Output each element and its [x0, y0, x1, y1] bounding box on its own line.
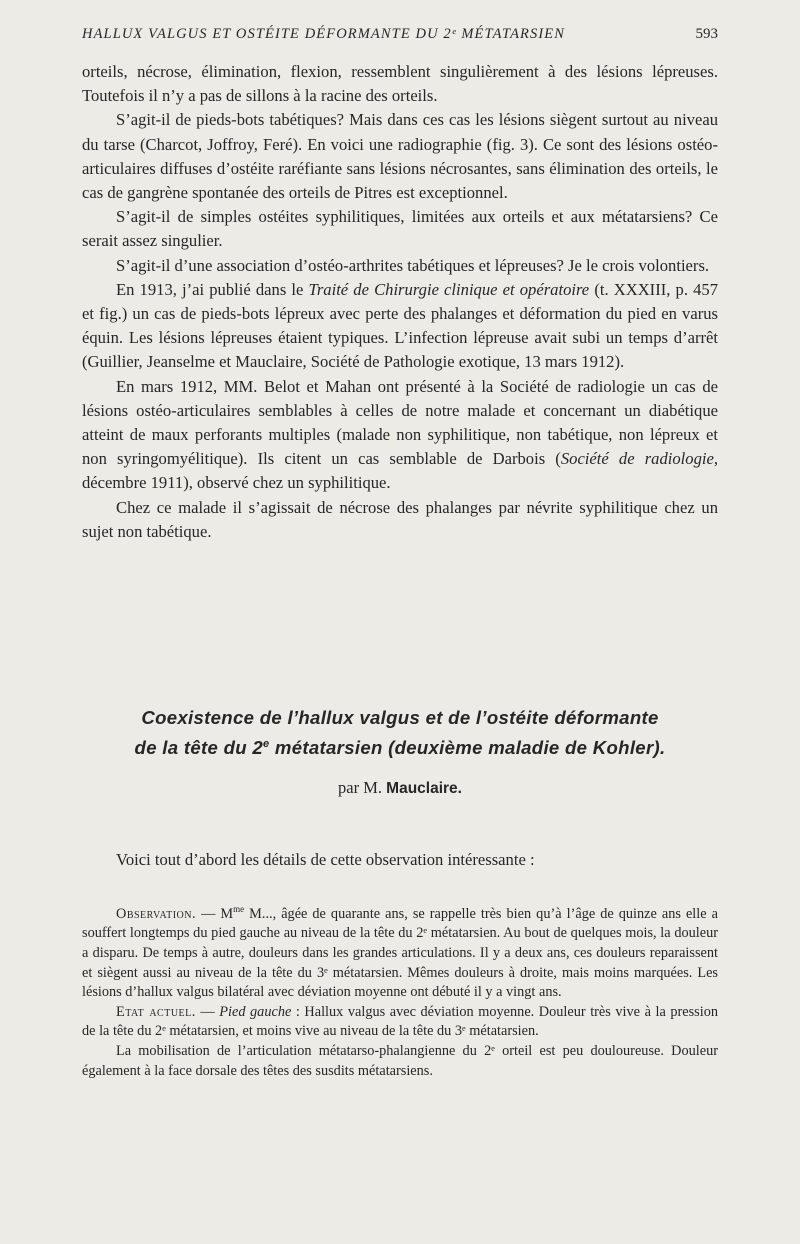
observation-label: Observation.: [116, 905, 197, 922]
paragraph-7: Chez ce malade il s’agissait de nécrose des phalanges par névrite syphilitique chez un sujet non tabétique.: [82, 497, 718, 541]
observation-paragraph: [82, 900, 718, 1003]
etat-actuel-paragraph: [82, 1003, 718, 1042]
title-line2-a: de la tête du 2: [134, 737, 264, 759]
running-header: [82, 26, 718, 43]
p5-book-title: Traité de Chirurgie clinique et opératoire: [308, 279, 590, 299]
article-title-line-2: [82, 731, 718, 761]
paragraph-3: S’agit-il de simples ostéites syphilitiques, limitées aux orteils et aux métatarsiens? Ce serait assez singulier.: [82, 207, 718, 251]
observation-text-a: — M: [196, 905, 234, 922]
observation-text-b: M..., âgée de quarante ans, se rappelle très bien qu’à l’âge de quinze ans elle a souffert longtemps du pied gauche au niveau de la tête du 2ᵉ métatarsien. Au bout de quelques mois, la douleur a disparu. De temps à autre, douleurs dans les grandes articulations. Il y a deux ans, ces douleurs reparaissent et siègent aussi au niveau de la tête du 3ᵉ métatarsien. Mêmes douleurs à droite, mais moins marquées. Les lésions d’hallux valgus bilatéral avec déviation moyenne ont débuté il y a vingt ans.: [82, 905, 718, 1001]
p5-text-a: En 1913, j’ai publié dans le: [116, 279, 309, 299]
etat-italic: Pied gauche: [219, 1003, 292, 1020]
etat-label: Etat actuel.: [116, 1003, 196, 1020]
running-title: HALLUX VALGUS ET OSTÉITE DÉFORMANTE DU 2ᵉ MÉTATARSIEN: [82, 26, 565, 42]
article-title: [82, 705, 718, 761]
paragraph-6: [82, 375, 718, 496]
p6-journal-title: Société de radiologie: [560, 449, 714, 469]
title-line2-b: métatarsien (deuxième maladie de Kohler).: [269, 737, 666, 759]
paragraph-5: [82, 278, 718, 375]
etat-text: : Hallux valgus avec déviation moyenne. Douleur très vive à la pression de la tête du 2ᵉ métatarsien, et moins vive au niveau de la tête du 3ᵉ métatarsien.: [82, 1003, 719, 1040]
paragraph-1: orteils, nécrose, élimination, flexion, ressemblent singulièrement à des lésions lépreuses. Toutefois il n’y a pas de sillons à la racine des orteils.: [82, 62, 718, 106]
page-number: 593: [695, 26, 718, 42]
byline-prefix: par M.: [338, 778, 387, 797]
mobilisation-paragraph: La mobilisation de l’articulation métatarso-phalangienne du 2ᵉ orteil est peu douloureuse. Douleur également à la face dorsale des têtes des susdits métatarsiens.: [82, 1042, 718, 1079]
intro-sentence: Voici tout d’abord les détails de cette observation intéressante :: [116, 850, 535, 869]
etat-dash: —: [195, 1003, 220, 1020]
p5-text-c: (t. XXXIII, p. 457 et fig.) un cas de pieds-bots lépreux avec perte des phalanges et déformation du pied en varus équin. Les lésions lépreuses étaient typiques. L’infection lépreuse avait subi un temps d’arrêt (Guillier, Jeanselme et Mauclaire, Société de Pathologie exotique, 13 mars 1912).: [82, 279, 718, 372]
author-name: Mauclaire.: [386, 780, 462, 797]
observation-mme-sup: me: [233, 904, 245, 914]
byline: [82, 778, 718, 798]
p6-text-c: , décembre 1911), observé chez un syphilitique.: [82, 449, 718, 493]
article-title-line-1: Coexistence de l’hallux valgus et de l’ostéite déformante: [141, 707, 659, 728]
title-line2-sup: e: [263, 738, 270, 750]
observation-block: [82, 900, 718, 1081]
paragraph-2: S’agit-il de pieds-bots tabétiques? Mais dans ces cas les lésions siègent surtout au niveau du tarse (Charcot, Joffroy, Feré). En voici une radiographie (fig. 3). Ce sont des lésions ostéo-articulaires diffuses d’ostéite raréfiante sans lésions nécrosantes, sans élimination des orteils, le cas de gangrène spontanée des orteils de Pitres est exceptionnel.: [82, 110, 718, 203]
p6-text-a: En mars 1912, MM. Belot et Mahan ont présenté à la Société de radiologie un cas de lésions ostéo-articulaires semblables à celles de notre malade et concernant un diabétique atteint de maux perforants multiples (malade non syphilitique, non tabétique, non lépreux et non syringomyélitique). Ils citent un cas semblable de Darbois (: [82, 376, 718, 469]
paragraph-4: S’agit-il d’une association d’ostéo-arthrites tabétiques et lépreuses? Je le crois volontiers.: [116, 255, 710, 275]
main-text: [82, 60, 718, 544]
